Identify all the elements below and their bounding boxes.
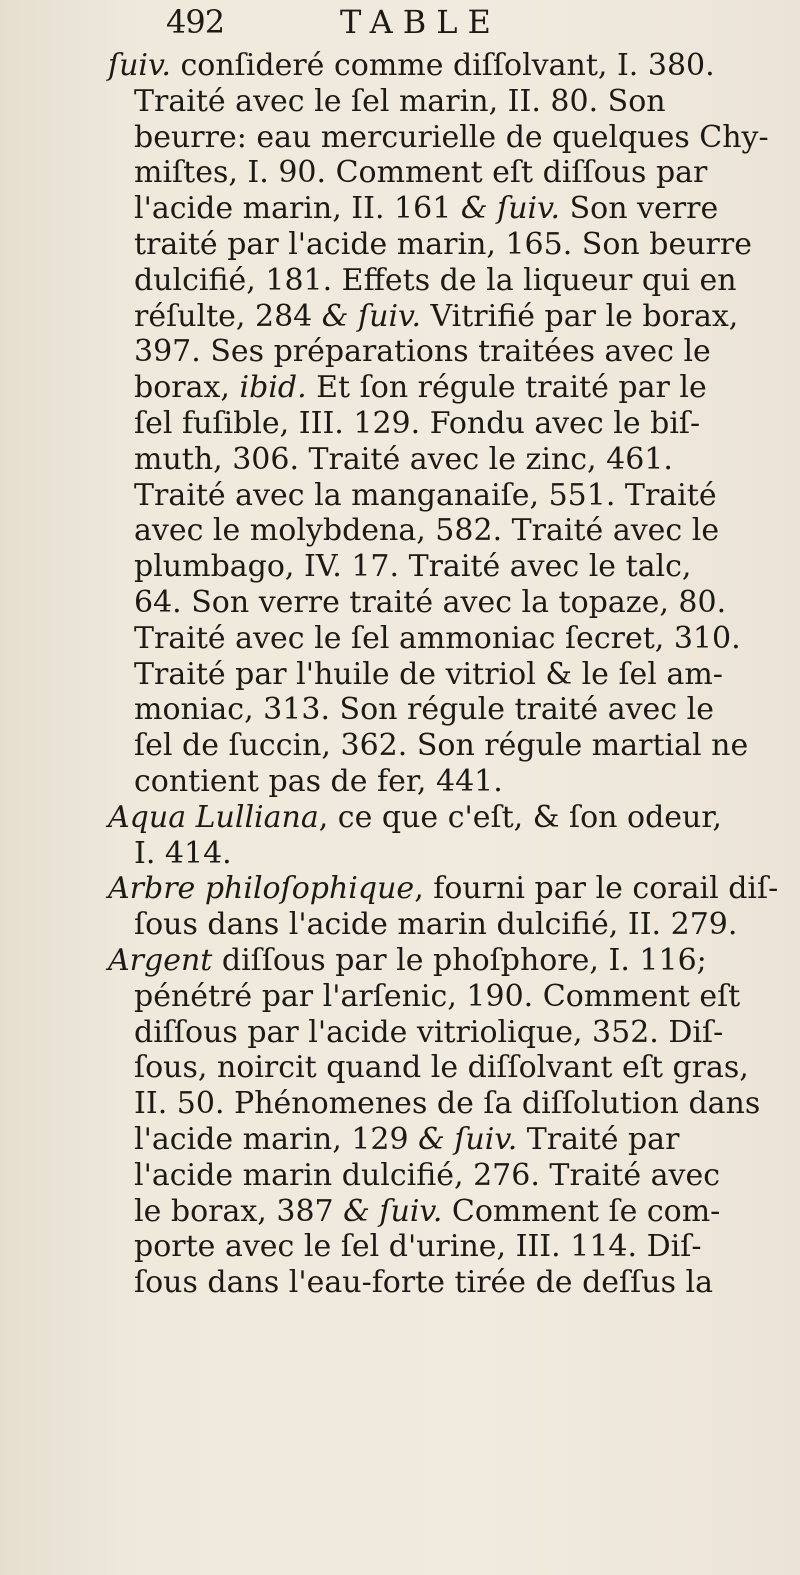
text-line: muth, 306. Traité avec le zinc, 461. (134, 441, 673, 477)
text-line: Traité par l'huile de vitriol & le ſel am- (134, 656, 723, 692)
text-line: beurre: eau mercurielle de quelques Chy- (134, 119, 769, 155)
text-line: dulcifié, 181. Effets de la liqueur qui en (134, 262, 737, 298)
text-line: ſel fuſible, III. 129. Fondu avec le biſ- (134, 405, 701, 441)
text-line: porte avec le ſel d'urine, III. 114. Diſ- (134, 1229, 702, 1265)
index-text (108, 48, 793, 1301)
text-line: ſous dans l'eau-forte tirée de deſſus la (134, 1265, 713, 1301)
text-line: l'acide marin dulcifié, 276. Traité avec (134, 1157, 720, 1193)
text-line: 64. Son verre traité avec la topaze, 80. (134, 584, 727, 620)
text-line: traité par l'acide marin, 165. Son beurre (134, 226, 752, 262)
text-line: miſtes, I. 90. Comment eſt diſſous par (134, 155, 708, 191)
text-line: contient pas de fer, 441. (134, 763, 503, 799)
text-line: pénétré par l'arſenic, 190. Comment eſt (134, 978, 741, 1014)
page-number: 492 (166, 3, 225, 41)
text-line: Traité avec le ſel ammoniac ſecret, 310. (134, 620, 741, 656)
text-line: moniac, 313. Son régule traité avec le (134, 692, 714, 728)
text-line: ſous dans l'acide marin dulcifié, II. 279. (134, 907, 738, 943)
text-line: l'acide marin, II. 161 & ſuiv. Son verre (134, 191, 719, 227)
index-entry-argent: Argent diſſous par le phoſphore, I. 116; (108, 942, 707, 978)
page-header (98, 3, 658, 43)
text-line: le borax, 387 & ſuiv. Comment ſe com- (134, 1193, 721, 1229)
text-line: borax, ibid. Et ſon régule traité par le (134, 370, 707, 406)
text-line: Traité avec le ſel marin, II. 80. Son (134, 83, 666, 119)
text-line: ſuiv. conſideré comme diſſolvant, I. 380. (108, 48, 715, 83)
index-entry-aqua-lulliana: Aqua Lulliana, ce que c'eſt, & ſon odeur, (108, 799, 722, 835)
text-line: diſſous par l'acide vitriolique, 352. Diſ- (134, 1014, 724, 1050)
index-entry-arbre-philosophique: Arbre philoſophique, fourni par le corail diſ- (108, 871, 779, 907)
text-line: II. 50. Phénomenes de ſa diſſolution dans (134, 1086, 761, 1122)
text-line: 397. Ses préparations traitées avec le (134, 334, 711, 370)
text-line: avec le molybdena, 582. Traité avec le (134, 513, 720, 549)
text-line: l'acide marin, 129 & ſuiv. Traité par (134, 1121, 680, 1157)
running-title: TABLE (340, 3, 501, 41)
text-line: I. 414. (134, 835, 232, 871)
text-line: ſous, noircit quand le diſſolvant eſt gras, (134, 1050, 749, 1086)
text-line: ſel de ſuccin, 362. Son régule martial ne (134, 728, 749, 764)
text-line: plumbago, IV. 17. Traité avec le talc, (134, 549, 692, 585)
text-line: Traité avec la manganaiſe, 551. Traité (134, 477, 717, 513)
text-line: réſulte, 284 & ſuiv. Vitrifié par le borax, (134, 298, 739, 334)
